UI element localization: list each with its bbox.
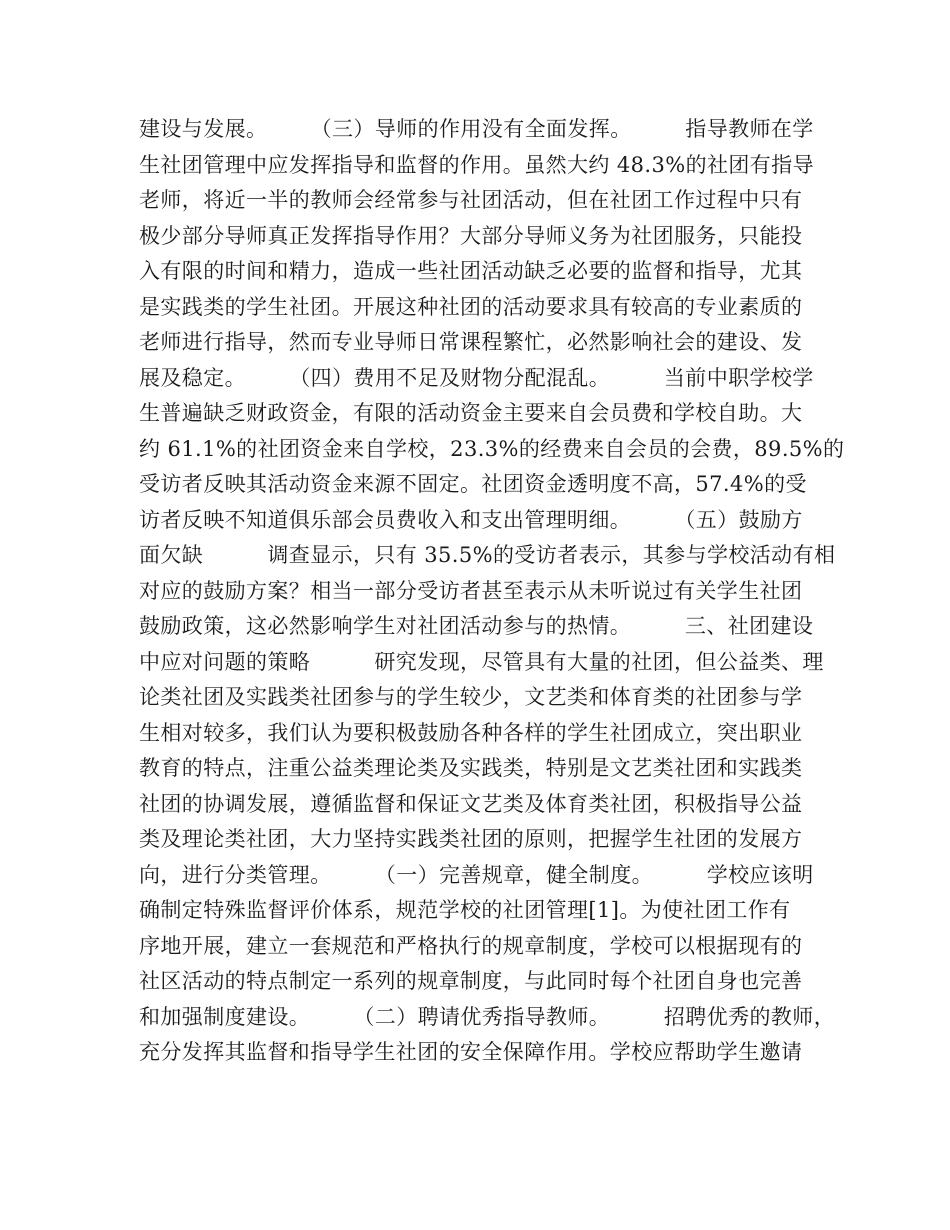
text-line: 是实践类的学生社团。开展这种社团的活动要求具有较高的专业素质的 bbox=[139, 294, 803, 319]
text-line: 极少部分导师真正发挥指导作用？大部分导师义务为社团服务，只能投 bbox=[139, 223, 803, 248]
text-line: 论类社团及实践类社团参与的学生较少，文艺类和体育类的社团参与学 bbox=[139, 685, 803, 709]
text-line: 向，进行分类管理。 （一）完善规章，健全制度。 学校应该明 bbox=[139, 862, 814, 887]
body-text bbox=[139, 112, 845, 1071]
text-line: 社团的协调发展，遵循监督和保证文艺类及体育类社团，积极指导公益 bbox=[139, 791, 803, 816]
text-line: 确制定特殊监督评价体系，规范学校的社团管理[1]。为使社团工作有 bbox=[139, 898, 791, 922]
text-line: 中应对问题的策略 研究发现，尽管具有大量的社团，但公益类、理 bbox=[139, 649, 824, 674]
text-line: 访者反映不知道俱乐部会员费收入和支出管理明细。 （五）鼓励方 bbox=[139, 507, 803, 532]
text-line: 对应的鼓励方案？相当一部分受访者甚至表示从未听说过有关学生社团 bbox=[139, 578, 803, 603]
text-line: 入有限的时间和精力，造成一些社团活动缺乏必要的监督和指导，尤其 bbox=[139, 259, 803, 283]
text-line: 生普遍缺乏财政资金，有限的活动资金主要来自会员费和学校自助。大 bbox=[139, 401, 803, 425]
text-line: 序地开展，建立一套规范和严格执行的规章制度，学校可以根据现有的 bbox=[139, 933, 803, 958]
text-line: 展及稳定。 （四）费用不足及财物分配混乱。 当前中职学校学 bbox=[139, 365, 814, 390]
text-line: 老师进行指导，然而专业导师日常课程繁忙，必然影响社会的建设、发 bbox=[139, 330, 803, 354]
text-line: 鼓励政策，这必然影响学生对社团活动参与的热情。 三、社团建设 bbox=[139, 614, 814, 638]
text-line: 充分发挥其监督和指导学生社团的安全保障作用。学校应帮助学生邀请 bbox=[139, 1040, 803, 1064]
text-line: 受访者反映其活动资金来源不固定。社团资金透明度不高，57.4%的受 bbox=[139, 472, 807, 496]
text-line: 建设与发展。 （三）导师的作用没有全面发挥。 指导教师在学 bbox=[139, 117, 814, 141]
text-line: 生相对较多，我们认为要积极鼓励各种各样的学生社团成立，突出职业 bbox=[139, 720, 803, 745]
text-line: 面欠缺 调查显示，只有 35.5%的受访者表示，其参与学校活动有相 bbox=[139, 543, 836, 567]
text-line: 教育的特点，注重公益类理论类及实践类，特别是文艺类社团和实践类 bbox=[139, 756, 803, 780]
text-line: 老师，将近一半的教师会经常参与社团活动，但在社团工作过程中只有 bbox=[139, 188, 803, 212]
text-line: 生社团管理中应发挥指导和监督的作用。虽然大约 48.3%的社团有指导 bbox=[139, 152, 814, 177]
text-line: 和加强制度建设。 （二）聘请优秀指导教师。 招聘优秀的教师， bbox=[139, 1004, 836, 1029]
text-line: 类及理论类社团，大力坚持实践类社团的原则，把握学生社团的发展方 bbox=[139, 827, 803, 851]
text-line: 社区活动的特点制定一系列的规章制度，与此同时每个社团自身也完善 bbox=[139, 969, 803, 993]
text-line: 约 61.1%的社团资金来自学校，23.3%的经费来自会员的会费，89.5%的 bbox=[139, 436, 845, 461]
